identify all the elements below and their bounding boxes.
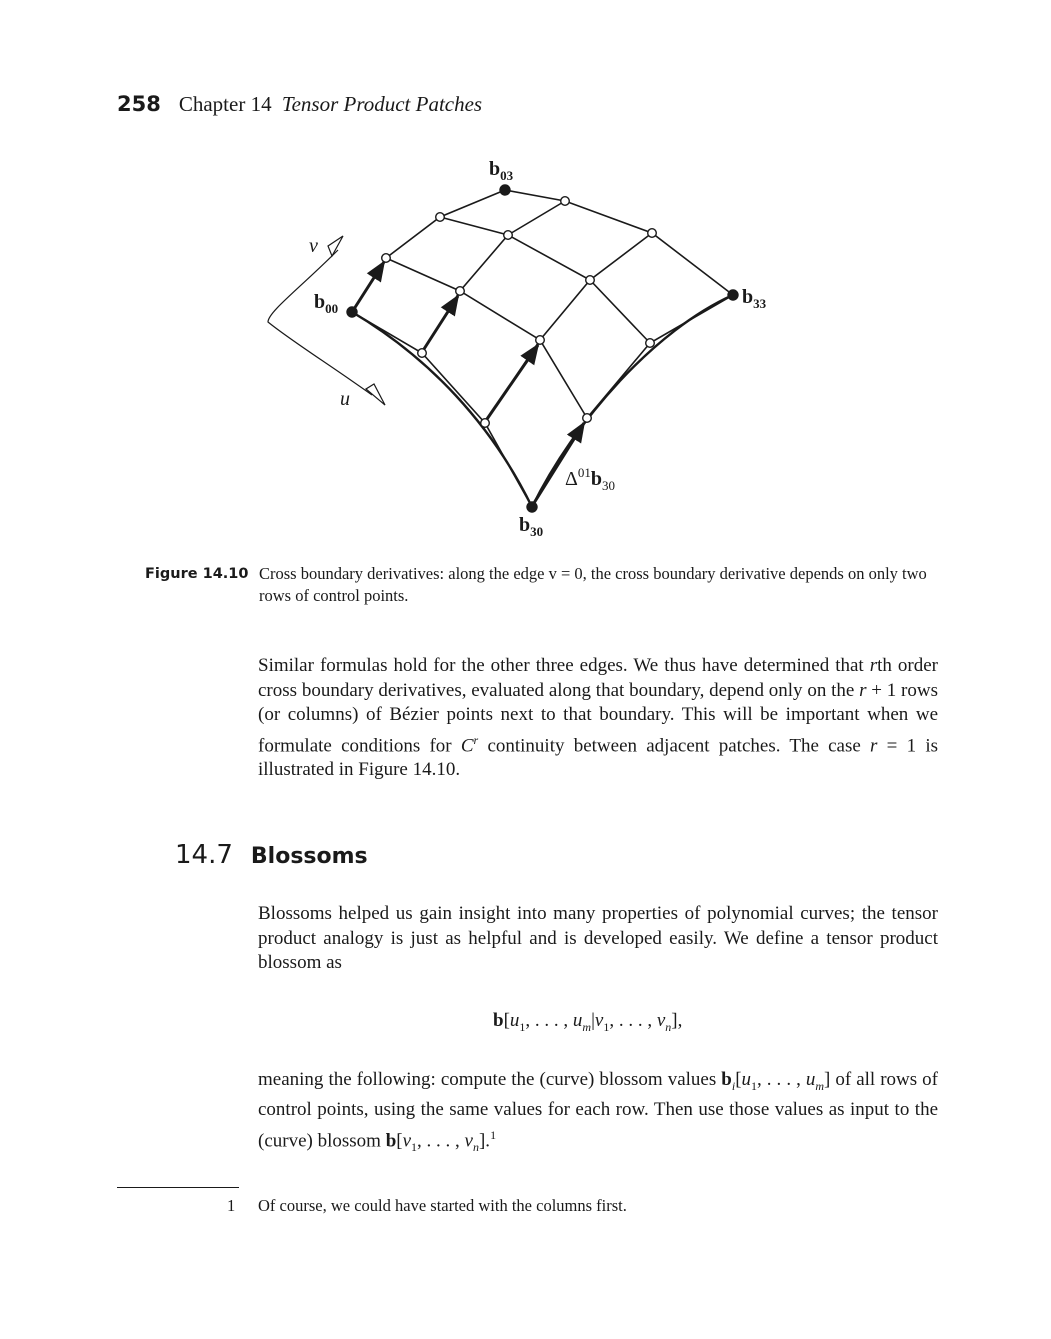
arrow-2 [487,345,538,419]
net-col-2 [440,217,650,343]
control-net [352,190,733,507]
arrow-3 [534,423,584,503]
label-v-axis: v [309,235,318,257]
axis-curve [268,250,372,395]
boundary-curves [352,295,733,507]
point-b02 [436,213,445,222]
figure-caption [145,563,945,607]
boundary-curve-left [352,312,532,507]
section-heading [175,840,368,870]
derivative-arrows [354,262,584,503]
footnote-text: Of course, we could have started with the columns first. [258,1196,627,1215]
label-u-axis: u [340,388,350,410]
footnote-rule [117,1187,239,1188]
section-title: Blossoms [250,844,368,869]
footnote-number: 1 [227,1196,236,1215]
paragraph-cross-boundary: Similar formulas hold for the other three edges. We thus have determined that rth order cross boundary derivatives, evaluated along that boundary, depend only on the r + 1 rows (or columns) of Bézier points next to that boundary. This will be important when we formulate conditions for $C^r$ continuity between adjacent patches. The case r = 1 is illustrated in Figure 14.10. [258,655,939,781]
label-b03: $b_{03}$ [489,158,514,183]
footnote-ref: 1 [490,1127,497,1142]
paragraph-blossoms-intro: Blossoms helped us gain insight into many properties of polynomial curves; the tensor product analogy is just as helpful and is developed easily. We define a tensor product blossom as [258,903,938,973]
point-b00 [347,307,357,317]
point-b11 [456,287,465,296]
net-col-3 [505,190,733,295]
net-row-3 [532,295,733,507]
point-b12 [504,231,513,240]
point-b22 [586,276,595,285]
label-b00: $b_{00}$ [314,291,339,316]
point-b20 [481,419,490,428]
paragraph-blossom-meaning: meaning the following: compute the (curve) blossom values $b_i[u_1$, . . . , $u_m$] of all rows of control points, using the same values for each row. Then use those values as input to the (curve) blossom $b[v_1$, . . . , $v_n].^1$ [258,1069,939,1154]
point-b23 [648,229,657,238]
point-b01 [382,254,391,263]
point-b33 [728,290,738,300]
label-b33: $b_{33}$ [742,286,767,311]
point-b30 [527,502,537,512]
arrow-0 [354,262,384,309]
point-b10 [418,349,427,358]
caption-label: Figure 14.10 [145,566,249,582]
figure-bezier-patch [0,0,1051,560]
page-number: 258 [117,92,161,116]
point-b13 [561,197,570,206]
net-col-0 [352,312,532,507]
net-row-1 [422,201,565,353]
equation-tensor-blossom: $b[u_1$, . . . , $u_m|v_1$, . . . , $v_n$], [493,1010,683,1034]
point-b31 [583,414,592,423]
footnote [227,1196,627,1216]
caption-text: Cross boundary derivatives: along the edge v = 0, the cross boundary derivative depends on only two rows of control points. [259,564,927,605]
point-b32 [646,339,655,348]
chapter-title: Tensor Product Patches [281,92,483,116]
point-b21 [536,336,545,345]
net-row-0 [352,190,505,312]
arrow-1 [424,296,458,349]
net-col-1 [386,258,587,418]
net-row-2 [485,233,652,423]
label-delta-b30: $\Delta^{01}b_{30}$ [565,465,615,493]
label-b30: $b_{30}$ [519,514,544,539]
section-number: 14.7 [175,840,233,870]
chapter-label: Chapter 14 [178,92,272,116]
point-b03 [500,185,510,195]
u-arrow-icon [366,384,385,405]
boundary-curve-right [532,295,733,507]
